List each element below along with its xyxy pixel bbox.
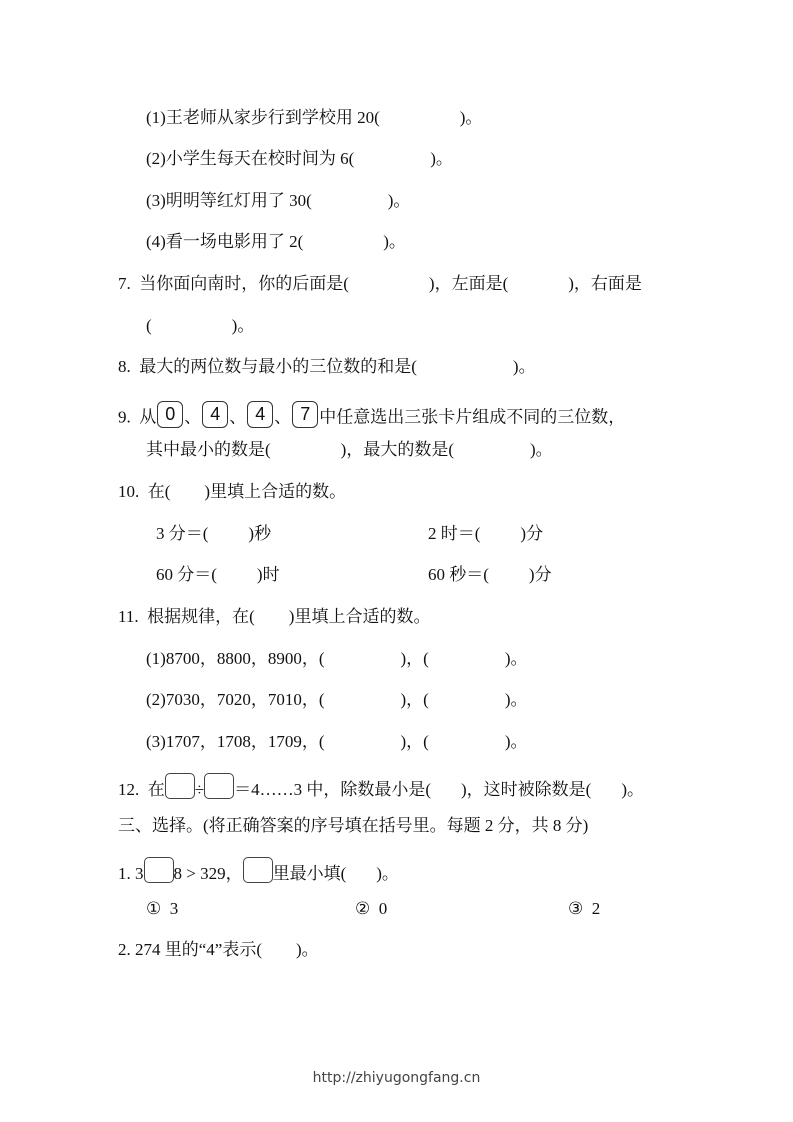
q6-sub4: (4)看一场电影用了 2( )。 (146, 232, 406, 251)
q10-right-1: 2 时＝( )分 (428, 524, 544, 543)
q8: 8. 最大的两位数与最小的三位数的和是( )。 (118, 357, 536, 376)
q11-title: 11. 根据规律，在( )里填上合适的数。 (118, 607, 431, 626)
digit-card: 0 (157, 401, 183, 428)
answer-box (243, 857, 273, 883)
q7-line1: 7. 当你面向南时，你的后面是( )，左面是( )，右面是 (118, 274, 642, 293)
answer-box (144, 857, 174, 883)
digit-card: 4 (202, 401, 228, 428)
q11-sub2: (2)7030，7020，7010，( )，( )。 (146, 690, 528, 709)
q7-line2: ( )。 (146, 316, 255, 335)
choice-1-option-b: ② 0 (355, 899, 388, 918)
q9-line1: 9. 从 0 、 4 、 4 、 7 中任意选出三张卡片组成不同的三位数， (118, 405, 625, 432)
digit-card: 4 (247, 401, 273, 428)
answer-box (204, 773, 234, 799)
answer-box (165, 773, 195, 799)
q9-line2: 其中最小的数是( )，最大的数是( )。 (146, 440, 553, 459)
q10-right-2: 60 秒＝( )分 (428, 565, 552, 584)
q10-left-2: 60 分＝( )时 (156, 565, 280, 584)
q10-left-1: 3 分＝( )秒 (156, 524, 272, 543)
choice-1: 1. 3 8 > 329， 里最小填( )。 (118, 862, 399, 888)
q6-sub1: (1)王老师从家步行到学校用 20( )。 (146, 108, 483, 127)
q10-title: 10. 在( )里填上合适的数。 (118, 482, 347, 501)
section-3-title: 三、选择。(将正确答案的序号填在括号里。每题 2 分，共 8 分) (118, 816, 589, 835)
footer-url: http://zhiyugongfang.cn (312, 1070, 481, 1086)
q11-sub3: (3)1707，1708，1709，( )，( )。 (146, 732, 528, 751)
q6-sub2: (2)小学生每天在校时间为 6( )。 (146, 149, 453, 168)
q12: 12. 在 ÷ ＝4……3 中，除数最小是( )，这时被除数是( )。 (118, 778, 644, 804)
digit-card: 7 (292, 401, 318, 428)
choice-1-option-a: ① 3 (146, 899, 179, 918)
choice-1-option-c: ③ 2 (568, 899, 601, 918)
q6-sub3: (3)明明等红灯用了 30( )。 (146, 191, 411, 210)
choice-2: 2. 274 里的“4”表示( )。 (118, 940, 319, 959)
q11-sub1: (1)8700，8800，8900，( )，( )。 (146, 649, 528, 668)
